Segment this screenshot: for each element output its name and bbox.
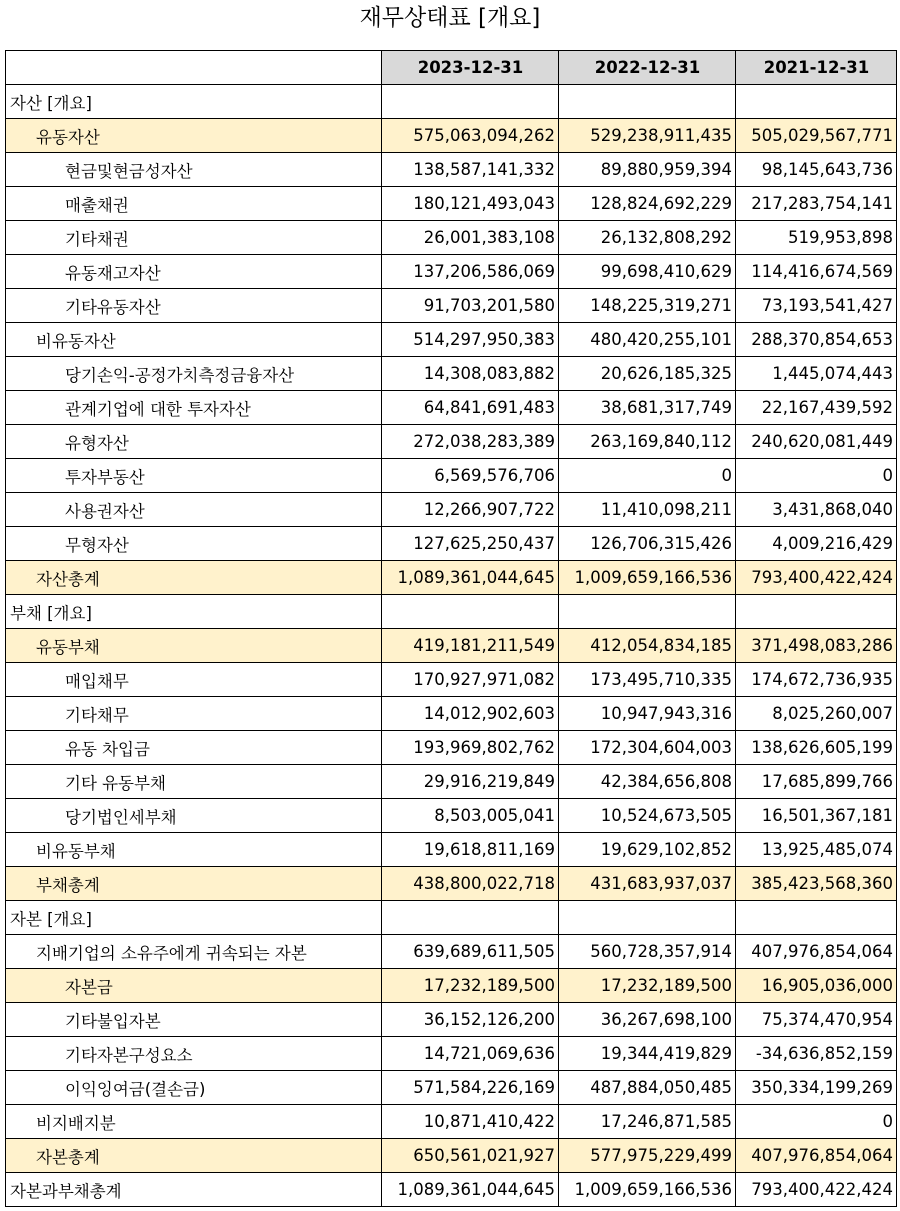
table-row (6, 595, 897, 629)
table-row (6, 969, 897, 1003)
table-row (6, 935, 897, 969)
row-label: 매출채권 (6, 187, 382, 221)
value-cell: 14,721,069,636 (382, 1037, 559, 1071)
value-cell: -34,636,852,159 (736, 1037, 897, 1071)
value-cell: 91,703,201,580 (382, 289, 559, 323)
value-cell: 172,304,604,003 (559, 731, 736, 765)
table-row (6, 1071, 897, 1105)
value-cell (382, 595, 559, 629)
value-cell: 412,054,834,185 (559, 629, 736, 663)
row-label: 자산총계 (6, 561, 382, 595)
value-cell: 193,969,802,762 (382, 731, 559, 765)
value-cell: 127,625,250,437 (382, 527, 559, 561)
value-cell: 639,689,611,505 (382, 935, 559, 969)
value-cell: 17,232,189,500 (559, 969, 736, 1003)
row-label: 사용권자산 (6, 493, 382, 527)
row-label: 무형자산 (6, 527, 382, 561)
value-cell: 89,880,959,394 (559, 153, 736, 187)
row-label: 비지배지분 (6, 1105, 382, 1139)
row-label: 당기법인세부채 (6, 799, 382, 833)
table-row (6, 629, 897, 663)
value-cell: 64,841,691,483 (382, 391, 559, 425)
value-cell: 173,495,710,335 (559, 663, 736, 697)
table-row (6, 1037, 897, 1071)
value-cell: 480,420,255,101 (559, 323, 736, 357)
value-cell: 571,584,226,169 (382, 1071, 559, 1105)
row-label: 기타불입자본 (6, 1003, 382, 1037)
value-cell: 170,927,971,082 (382, 663, 559, 697)
value-cell: 793,400,422,424 (736, 561, 897, 595)
value-cell: 180,121,493,043 (382, 187, 559, 221)
value-cell: 99,698,410,629 (559, 255, 736, 289)
value-cell: 11,410,098,211 (559, 493, 736, 527)
value-cell: 10,947,943,316 (559, 697, 736, 731)
column-header: 2022-12-31 (559, 51, 736, 85)
value-cell: 240,620,081,449 (736, 425, 897, 459)
row-label: 기타채권 (6, 221, 382, 255)
value-cell: 19,629,102,852 (559, 833, 736, 867)
value-cell: 0 (736, 459, 897, 493)
value-cell: 114,416,674,569 (736, 255, 897, 289)
value-cell: 16,501,367,181 (736, 799, 897, 833)
value-cell: 17,232,189,500 (382, 969, 559, 1003)
value-cell: 17,685,899,766 (736, 765, 897, 799)
value-cell: 385,423,568,360 (736, 867, 897, 901)
value-cell: 14,308,083,882 (382, 357, 559, 391)
table-row (6, 221, 897, 255)
value-cell: 42,384,656,808 (559, 765, 736, 799)
table-row (6, 799, 897, 833)
value-cell: 19,344,419,829 (559, 1037, 736, 1071)
value-cell: 371,498,083,286 (736, 629, 897, 663)
value-cell (736, 595, 897, 629)
row-label: 당기손익-공정가치측정금융자산 (6, 357, 382, 391)
value-cell: 350,334,199,269 (736, 1071, 897, 1105)
row-label: 자본총계 (6, 1139, 382, 1173)
table-row (6, 459, 897, 493)
value-cell: 75,374,470,954 (736, 1003, 897, 1037)
row-label: 유동재고자산 (6, 255, 382, 289)
value-cell: 73,193,541,427 (736, 289, 897, 323)
value-cell: 1,009,659,166,536 (559, 1173, 736, 1207)
table-row (6, 561, 897, 595)
row-label: 매입채무 (6, 663, 382, 697)
value-cell: 29,916,219,849 (382, 765, 559, 799)
value-cell: 8,025,260,007 (736, 697, 897, 731)
row-label: 자산 [개요] (6, 85, 382, 119)
value-cell: 487,884,050,485 (559, 1071, 736, 1105)
table-row (6, 1173, 897, 1207)
table-row (6, 1139, 897, 1173)
balance-sheet-table (5, 50, 897, 1207)
value-cell: 138,626,605,199 (736, 731, 897, 765)
table-row (6, 663, 897, 697)
column-header: 2023-12-31 (382, 51, 559, 85)
value-cell: 519,953,898 (736, 221, 897, 255)
value-cell: 16,905,036,000 (736, 969, 897, 1003)
value-cell (382, 901, 559, 935)
value-cell: 148,225,319,271 (559, 289, 736, 323)
row-label: 부채총계 (6, 867, 382, 901)
row-label: 기타채무 (6, 697, 382, 731)
row-label: 부채 [개요] (6, 595, 382, 629)
column-header: 2021-12-31 (736, 51, 897, 85)
value-cell: 22,167,439,592 (736, 391, 897, 425)
value-cell: 1,445,074,443 (736, 357, 897, 391)
table-row (6, 289, 897, 323)
value-cell: 272,038,283,389 (382, 425, 559, 459)
value-cell (382, 85, 559, 119)
value-cell: 13,925,485,074 (736, 833, 897, 867)
table-row (6, 867, 897, 901)
value-cell: 8,503,005,041 (382, 799, 559, 833)
table-row (6, 85, 897, 119)
row-label: 비유동자산 (6, 323, 382, 357)
value-cell: 438,800,022,718 (382, 867, 559, 901)
table-row (6, 323, 897, 357)
value-cell: 0 (736, 1105, 897, 1139)
page-title: 재무상태표 [개요] (359, 5, 541, 31)
value-cell (736, 85, 897, 119)
row-label: 유형자산 (6, 425, 382, 459)
value-cell: 1,089,361,044,645 (382, 1173, 559, 1207)
table-row (6, 833, 897, 867)
header-blank-cell (6, 51, 382, 85)
row-label: 비유동부채 (6, 833, 382, 867)
value-cell: 10,871,410,422 (382, 1105, 559, 1139)
value-cell: 514,297,950,383 (382, 323, 559, 357)
value-cell: 575,063,094,262 (382, 119, 559, 153)
table-row (6, 357, 897, 391)
value-cell: 17,246,871,585 (559, 1105, 736, 1139)
value-cell (559, 85, 736, 119)
value-cell: 38,681,317,749 (559, 391, 736, 425)
value-cell: 12,266,907,722 (382, 493, 559, 527)
value-cell: 419,181,211,549 (382, 629, 559, 663)
value-cell: 36,152,126,200 (382, 1003, 559, 1037)
value-cell: 263,169,840,112 (559, 425, 736, 459)
row-label: 유동 차입금 (6, 731, 382, 765)
value-cell: 20,626,185,325 (559, 357, 736, 391)
value-cell (559, 595, 736, 629)
value-cell: 137,206,586,069 (382, 255, 559, 289)
value-cell: 0 (559, 459, 736, 493)
value-cell (559, 901, 736, 935)
value-cell: 138,587,141,332 (382, 153, 559, 187)
table-row (6, 697, 897, 731)
value-cell: 14,012,902,603 (382, 697, 559, 731)
table-row (6, 119, 897, 153)
table-row (6, 391, 897, 425)
value-cell: 19,618,811,169 (382, 833, 559, 867)
row-label: 자본 [개요] (6, 901, 382, 935)
value-cell: 407,976,854,064 (736, 935, 897, 969)
value-cell: 431,683,937,037 (559, 867, 736, 901)
value-cell: 128,824,692,229 (559, 187, 736, 221)
row-label: 현금및현금성자산 (6, 153, 382, 187)
row-label: 기타유동자산 (6, 289, 382, 323)
row-label: 기타자본구성요소 (6, 1037, 382, 1071)
value-cell: 3,431,868,040 (736, 493, 897, 527)
value-cell: 174,672,736,935 (736, 663, 897, 697)
value-cell: 529,238,911,435 (559, 119, 736, 153)
value-cell: 288,370,854,653 (736, 323, 897, 357)
value-cell: 560,728,357,914 (559, 935, 736, 969)
value-cell: 36,267,698,100 (559, 1003, 736, 1037)
value-cell: 98,145,643,736 (736, 153, 897, 187)
value-cell (736, 901, 897, 935)
table-row (6, 1003, 897, 1037)
table-row (6, 425, 897, 459)
row-label: 유동부채 (6, 629, 382, 663)
value-cell: 577,975,229,499 (559, 1139, 736, 1173)
table-row (6, 255, 897, 289)
row-label: 투자부동산 (6, 459, 382, 493)
table-row (6, 731, 897, 765)
row-label: 유동자산 (6, 119, 382, 153)
table-row (6, 153, 897, 187)
value-cell: 26,132,808,292 (559, 221, 736, 255)
row-label: 기타 유동부채 (6, 765, 382, 799)
value-cell: 650,561,021,927 (382, 1139, 559, 1173)
value-cell: 1,089,361,044,645 (382, 561, 559, 595)
row-label: 자본금 (6, 969, 382, 1003)
value-cell: 793,400,422,424 (736, 1173, 897, 1207)
row-label: 자본과부채총계 (6, 1173, 382, 1207)
table-row (6, 901, 897, 935)
table-row (6, 493, 897, 527)
row-label: 이익잉여금(결손금) (6, 1071, 382, 1105)
value-cell: 407,976,854,064 (736, 1139, 897, 1173)
value-cell: 126,706,315,426 (559, 527, 736, 561)
value-cell: 1,009,659,166,536 (559, 561, 736, 595)
value-cell: 217,283,754,141 (736, 187, 897, 221)
value-cell: 505,029,567,771 (736, 119, 897, 153)
value-cell: 6,569,576,706 (382, 459, 559, 493)
value-cell: 4,009,216,429 (736, 527, 897, 561)
header-row (6, 51, 897, 85)
table-row (6, 527, 897, 561)
table-row (6, 765, 897, 799)
table-row (6, 1105, 897, 1139)
row-label: 지배기업의 소유주에게 귀속되는 자본 (6, 935, 382, 969)
value-cell: 10,524,673,505 (559, 799, 736, 833)
row-label: 관계기업에 대한 투자자산 (6, 391, 382, 425)
value-cell: 26,001,383,108 (382, 221, 559, 255)
table-row (6, 187, 897, 221)
